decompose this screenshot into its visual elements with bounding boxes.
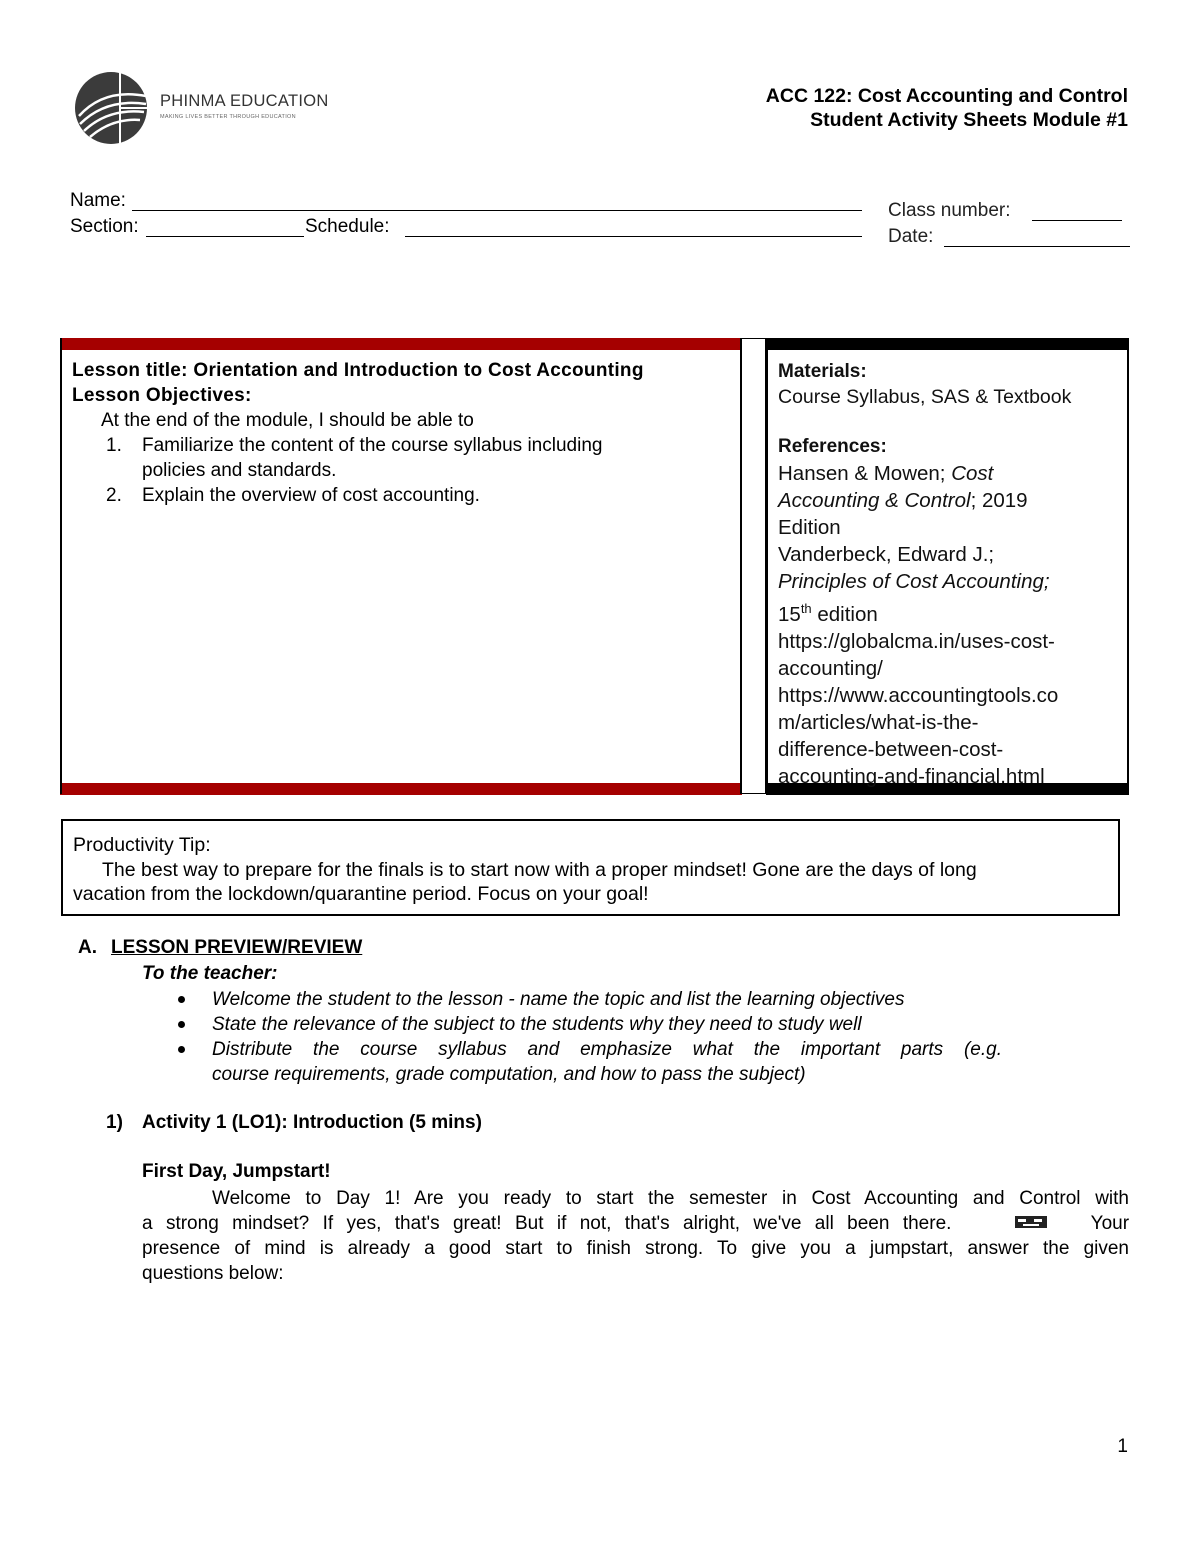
tip-label: Productivity Tip: [73, 834, 211, 856]
teacher-bullets [142, 987, 1002, 1087]
reference-url-2[interactable] [778, 682, 1118, 790]
bullet-continuation [142, 1062, 1002, 1087]
bullet-item [142, 987, 1002, 1012]
ref-title: Cost [951, 462, 994, 485]
para-text: a strong mindset? If yes, that's great! But if not, that's alright, we've all been there. [142, 1213, 952, 1234]
section-letter: A. [78, 937, 97, 958]
objective-text: Familiarize the content of the course syllabus including [142, 435, 603, 456]
teacher-label: To the teacher: [142, 963, 278, 984]
url-line: accounting-and-financial.html [778, 764, 1045, 788]
section-a-heading [78, 937, 362, 959]
materials-text: Course Syllabus, SAS & Textbook [778, 386, 1072, 408]
reference-2: Vanderbeck, Edward J.; [778, 543, 995, 566]
jumpstart-paragraph [142, 1186, 1129, 1286]
bullet-icon [178, 1046, 185, 1053]
para-line [142, 1211, 1129, 1236]
objective-text: policies and standards. [142, 460, 337, 481]
class-number-label: Class number: [888, 200, 1011, 221]
logo-text: PHINMA EDUCATION [160, 92, 329, 110]
bullet-item [142, 1037, 1002, 1062]
objectives-label: Lesson Objectives: [72, 385, 252, 406]
lesson-content [72, 358, 732, 508]
page-number: 1 [1117, 1436, 1128, 1457]
ref-text: edition [811, 602, 878, 626]
jumpstart-heading: First Day, Jumpstart! [142, 1161, 331, 1182]
name-field[interactable] [132, 196, 862, 211]
objective-item [106, 483, 732, 508]
bullet-item [142, 1012, 1002, 1037]
objectives-intro: At the end of the module, I should be able to [101, 410, 474, 431]
materials-label: Materials: [778, 361, 867, 382]
schedule-field[interactable] [405, 222, 862, 237]
bullet-text: Welcome the student to the lesson - name the topic and list the learning objectives [212, 989, 905, 1010]
reference-2-edition [778, 595, 1118, 628]
section-title: LESSON PREVIEW/REVIEW [111, 937, 363, 958]
url-line: https://www.accountingtools.co [778, 683, 1059, 707]
para-line: questions below: [142, 1263, 284, 1284]
para-line: presence of mind is already a good start to finish strong. To give you a jumpstart, answer the given [142, 1238, 1129, 1259]
bullet-text: State the relevance of the subject to the students why they need to study well [212, 1014, 862, 1035]
tip-line-1: The best way to prepare for the finals is to start now with a proper mindset! Gone are the days of long [102, 858, 977, 881]
ref-title: Accounting & Control [778, 489, 971, 512]
document-title [766, 84, 1128, 132]
ref-sup: th [800, 601, 812, 616]
course-title: ACC 122: Cost Accounting and Control [765, 85, 1128, 107]
class-number-field[interactable] [1032, 206, 1122, 221]
url-line: difference-between-cost- [778, 737, 1004, 761]
objective-number: 1. [106, 435, 122, 456]
table-spacer [740, 338, 766, 794]
para-text: Your [1090, 1213, 1130, 1234]
activity-title: Activity 1 (LO1): Introduction (5 mins) [142, 1112, 482, 1133]
materials-content [778, 358, 1118, 790]
bullet-text: Distribute the course syllabus and emphasize what the important parts (e.g. [212, 1039, 1002, 1060]
reference-1-edition: Edition [778, 516, 841, 539]
ref-text: Hansen & Mowen; [778, 462, 952, 485]
date-field[interactable] [944, 232, 1130, 247]
ref-text: ; 2019 [970, 489, 1028, 512]
reference-url-1[interactable] [778, 628, 1118, 682]
activity-heading [106, 1112, 482, 1134]
emoji-icon [1014, 1214, 1048, 1230]
bullet-text: course requirements, grade computation, and how to pass the subject) [212, 1064, 806, 1085]
section-field[interactable] [146, 222, 304, 237]
name-label: Name: [70, 190, 126, 211]
para-line: Welcome to Day 1! Are you ready to start the semester in Cost Accounting and Control with [212, 1188, 1129, 1209]
objectives-list [72, 433, 732, 508]
objective-item [106, 433, 732, 483]
url-line: accounting/ [778, 656, 883, 680]
tip-line-2: vacation from the lockdown/quarantine period. Focus on your goal! [73, 883, 649, 905]
url-line: https://globalcma.in/uses-cost- [778, 629, 1055, 653]
module-title: Student Activity Sheets Module #1 [810, 109, 1128, 131]
ref-text: 15 [778, 602, 801, 626]
objective-text: Explain the overview of cost accounting. [142, 485, 480, 506]
productivity-tip-box [61, 819, 1120, 916]
section-label: Section: [70, 216, 139, 237]
activity-number: 1) [106, 1112, 123, 1133]
references-label: References: [778, 436, 887, 457]
objective-number: 2. [106, 485, 122, 506]
date-label: Date: [888, 226, 934, 247]
ref-title: Principles of Cost Accounting; [778, 570, 1050, 593]
url-line: m/articles/what-is-the- [778, 710, 979, 734]
schedule-label: Schedule: [305, 216, 390, 237]
lesson-title: Lesson title: Orientation and Introduction to Cost Accounting [72, 360, 644, 381]
reference-1-cont [778, 487, 1118, 514]
bullet-icon [178, 996, 185, 1003]
logo-tagline: MAKING LIVES BETTER THROUGH EDUCATION [160, 114, 296, 120]
bullet-icon [178, 1021, 185, 1028]
reference-2-title [778, 568, 1118, 595]
reference-1 [778, 460, 1118, 487]
